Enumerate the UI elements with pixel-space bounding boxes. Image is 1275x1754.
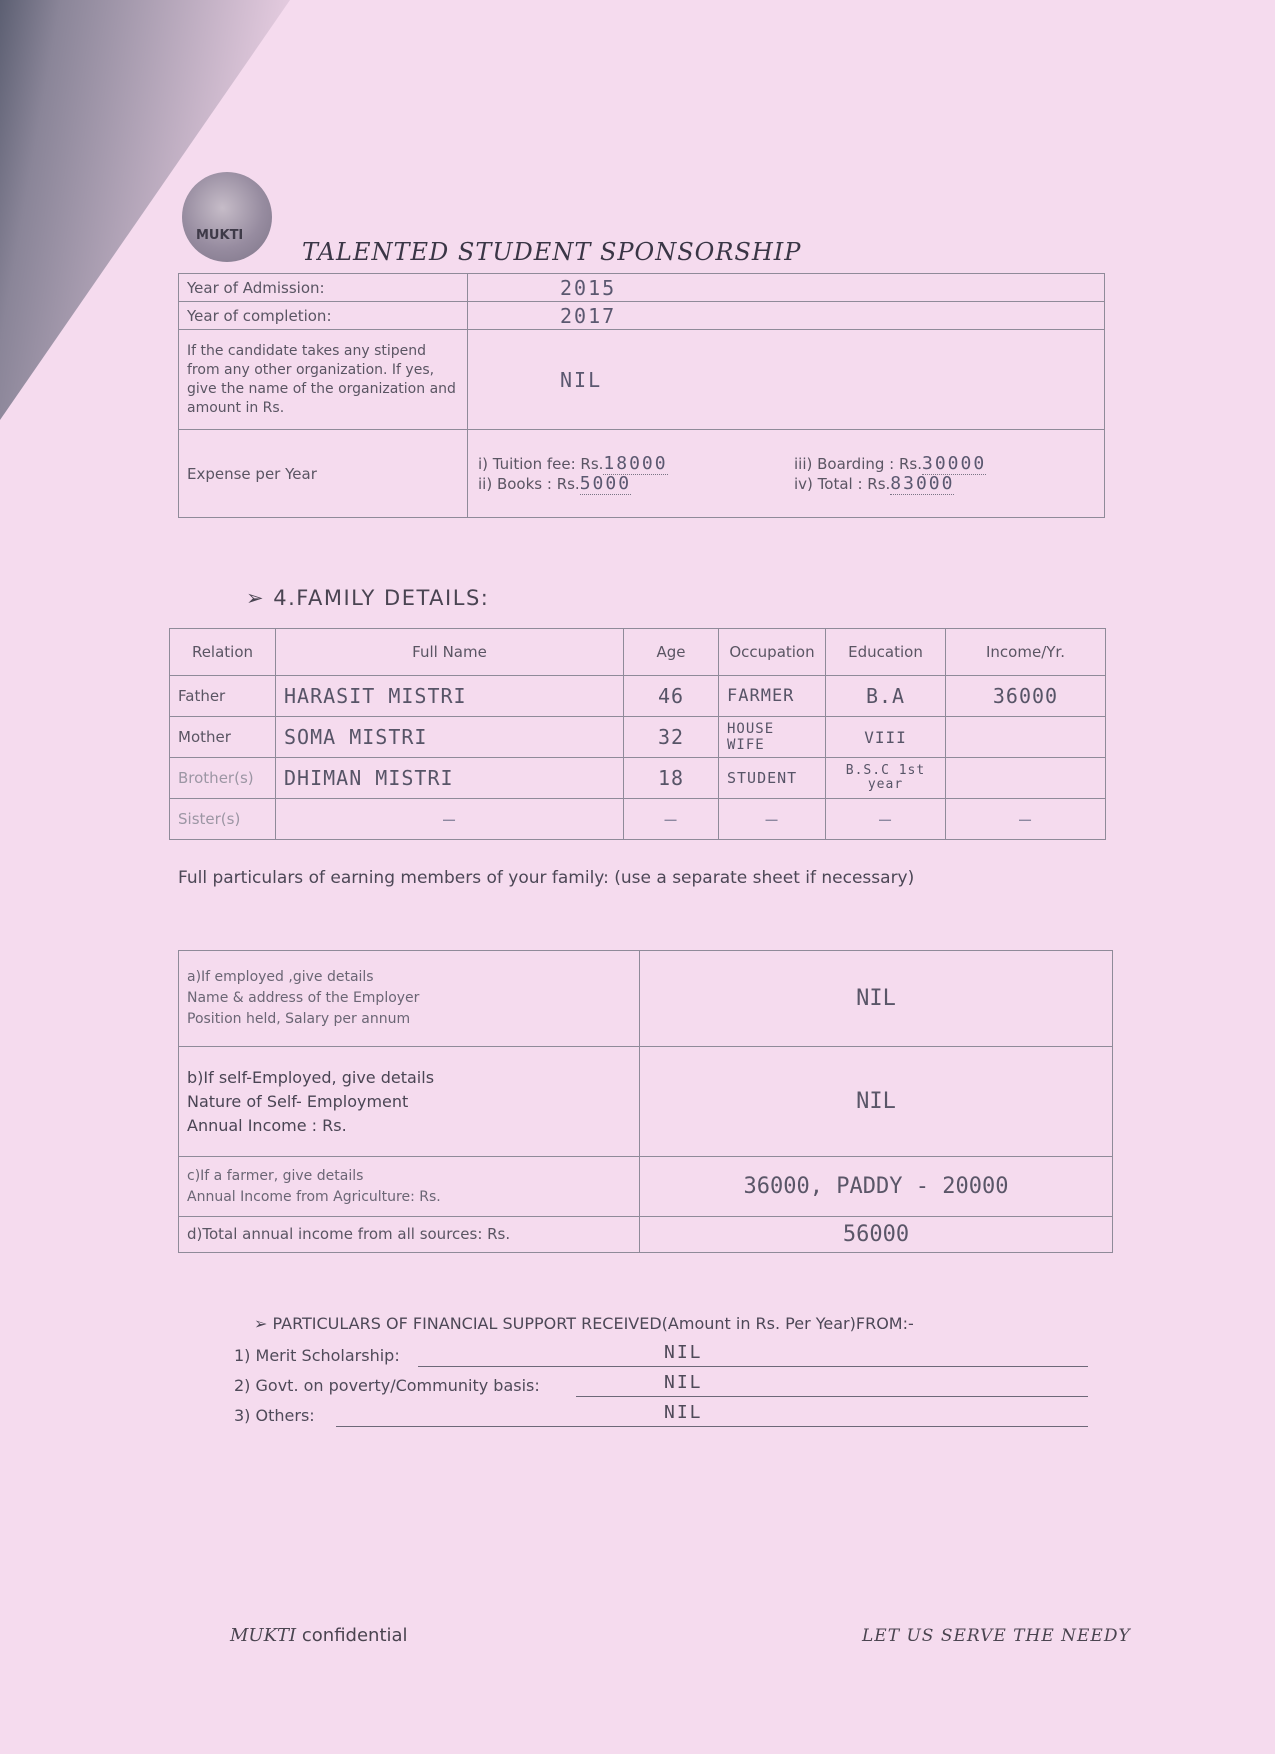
footer-confidential-text: confidential [296,1625,408,1646]
value-farmer: 36000, PADDY - 20000 [640,1157,1113,1217]
label-self-employed: b)If self-Employed, give details Nature of Self- Employment Annual Income : Rs. [179,1047,640,1157]
boarding-value: 30000 [922,452,987,474]
govt-support-label: 2) Govt. on poverty/Community basis: [234,1376,540,1395]
tuition-label: i) Tuition fee: Rs. [478,454,604,473]
family-details-heading: ➢ 4.FAMILY DETAILS: [246,586,490,610]
cell-occupation: — [719,799,826,840]
tuition-value: 18000 [603,452,668,474]
cell-age: 46 [624,676,719,717]
cell-occupation: STUDENT [719,758,826,799]
label-year-completion: Year of completion: [179,302,468,330]
merit-scholarship-label: 1) Merit Scholarship: [234,1346,400,1365]
cell-age: 32 [624,717,719,758]
col-age: Age [624,629,719,676]
cell-income [946,717,1106,758]
admission-table [178,273,1105,518]
col-education: Education [826,629,946,676]
cell-relation: Father [170,676,276,717]
cell-relation: Sister(s) [170,799,276,840]
total-value: 83000 [890,472,955,494]
books-value: 5000 [579,472,632,494]
table-row [170,676,1106,717]
value-self-employed: NIL [640,1047,1113,1157]
label-year-admission: Year of Admission: [179,274,468,302]
govt-support-line [576,1396,1088,1397]
table-row [170,758,1106,799]
mukti-logo [182,172,272,262]
cell-full-name: HARASIT MISTRI [276,676,624,717]
merit-scholarship-line [418,1366,1088,1367]
value-year-admission: 2015 [468,274,1105,302]
boarding-label: iii) Boarding : Rs. [794,454,922,473]
merit-scholarship-value: NIL [664,1342,703,1363]
expense-details [468,430,1105,518]
label-farmer: c)If a farmer, give details Annual Income from Agriculture: Rs. [179,1157,640,1217]
earning-members-heading: Full particulars of earning members of your family: (use a separate sheet if necessary) [178,868,915,888]
value-stipend: NIL [468,330,1105,430]
label-employed: a)If employed ,give details Name & address of the Employer Position held, Salary per annum [179,951,640,1047]
others-line [336,1426,1088,1427]
family-table [169,628,1106,840]
cell-occupation: FARMER [719,676,826,717]
cell-relation: Brother(s) [170,758,276,799]
label-expense: Expense per Year [179,430,468,518]
govt-support-value: NIL [664,1372,703,1393]
cell-age: 18 [624,758,719,799]
cell-full-name: SOMA MISTRI [276,717,624,758]
financial-support-heading: ➢ PARTICULARS OF FINANCIAL SUPPORT RECEIVED(Amount in Rs. Per Year)FROM:- [254,1314,914,1333]
footer-brand: MUKTI [230,1625,297,1646]
value-employed: NIL [640,951,1113,1047]
cell-education: — [826,799,946,840]
cell-relation: Mother [170,717,276,758]
earning-table [178,950,1113,1253]
cell-occupation: HOUSE WIFE [719,717,826,758]
others-label: 3) Others: [234,1406,315,1425]
cell-income: 36000 [946,676,1106,717]
cell-education: VIII [826,717,946,758]
table-row [170,717,1106,758]
cell-full-name: — [276,799,624,840]
label-total-income: d)Total annual income from all sources: Rs. [179,1217,640,1253]
others-value: NIL [664,1402,703,1423]
value-total-income: 56000 [640,1217,1113,1253]
cell-full-name: DHIMAN MISTRI [276,758,624,799]
footer-motto: LET US SERVE THE NEEDY [862,1626,1131,1646]
total-label: iv) Total : Rs. [794,474,891,493]
col-occupation: Occupation [719,629,826,676]
label-stipend: If the candidate takes any stipend from any other organization. If yes, give the name of the organization and amount in Rs. [179,330,468,430]
col-income: Income/Yr. [946,629,1106,676]
form-title: TALENTED STUDENT SPONSORSHIP [302,238,802,266]
books-label: ii) Books : Rs. [478,474,580,493]
cell-income: — [946,799,1106,840]
cell-age: — [624,799,719,840]
cell-education: B.A [826,676,946,717]
cell-income [946,758,1106,799]
footer-confidential [230,1625,408,1646]
col-full-name: Full Name [276,629,624,676]
col-relation: Relation [170,629,276,676]
table-row [170,799,1106,840]
value-year-completion: 2017 [468,302,1105,330]
cell-education: B.S.C 1st year [826,758,946,799]
logo-text: MUKTI [196,228,244,243]
